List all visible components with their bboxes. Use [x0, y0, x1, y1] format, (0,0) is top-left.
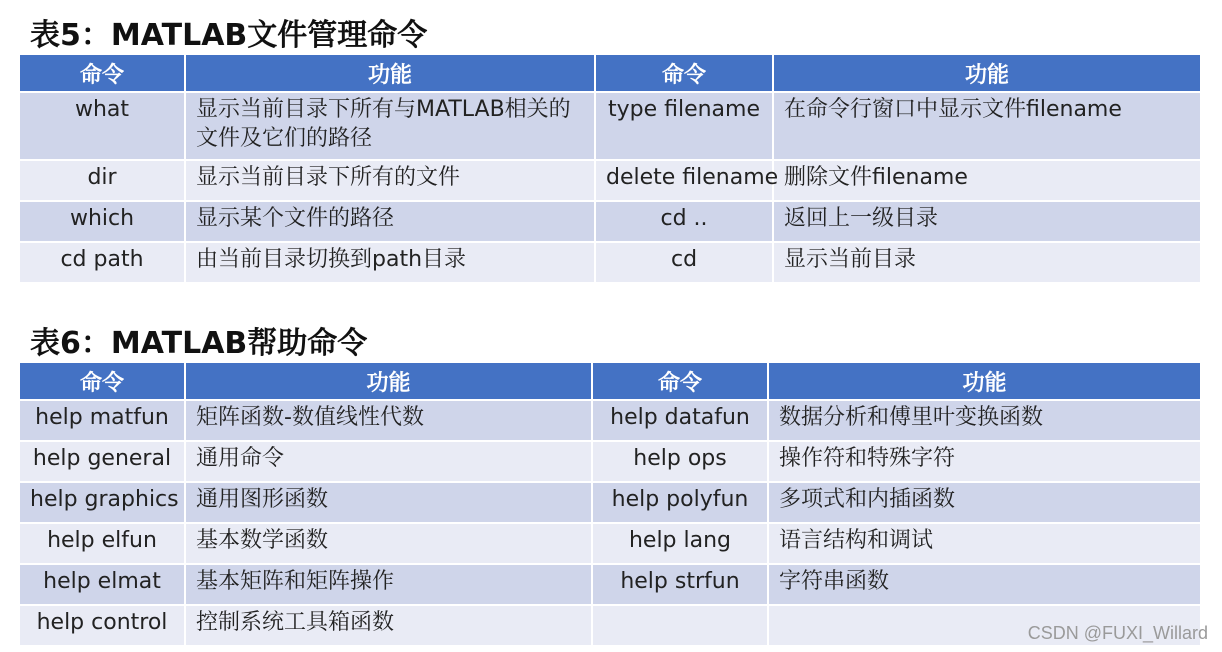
- function-cell: 由当前目录切换到path目录: [186, 243, 596, 284]
- header-command: 命令: [593, 363, 769, 401]
- command-cell: help strfun: [593, 565, 769, 606]
- header-command: 命令: [596, 55, 774, 93]
- header-function: 功能: [769, 363, 1200, 401]
- command-cell: help lang: [593, 524, 769, 565]
- function-cell: 在命令行窗口中显示文件filename: [774, 93, 1200, 161]
- command-cell: help datafun: [593, 401, 769, 442]
- table5-title: 表5：MATLAB文件管理命令: [30, 18, 428, 53]
- header-function: 功能: [186, 55, 596, 93]
- function-cell: 基本数学函数: [186, 524, 593, 565]
- function-cell: 显示当前目录下所有与MATLAB相关的文件及它们的路径: [186, 93, 596, 161]
- csdn-watermark: CSDN @FUXI_Willard: [1027, 623, 1208, 643]
- function-cell: 多项式和内插函数: [769, 483, 1200, 524]
- table-header-row: [20, 363, 1200, 401]
- command-cell: [593, 606, 769, 647]
- header-function: 功能: [186, 363, 593, 401]
- function-cell: 控制系统工具箱函数: [186, 606, 593, 647]
- function-cell: 基本矩阵和矩阵操作: [186, 565, 593, 606]
- command-cell: cd: [596, 243, 774, 284]
- command-cell: dir: [20, 161, 186, 202]
- file-management-table: [20, 55, 1200, 284]
- function-cell: 显示某个文件的路径: [186, 202, 596, 243]
- function-cell: 字符串函数: [769, 565, 1200, 606]
- command-cell: help general: [20, 442, 186, 483]
- command-cell: cd path: [20, 243, 186, 284]
- command-cell: help ops: [593, 442, 769, 483]
- command-cell: cd ..: [596, 202, 774, 243]
- table-row: [20, 565, 1200, 606]
- function-cell: 返回上一级目录: [774, 202, 1200, 243]
- table-row: [20, 243, 1200, 284]
- command-cell: help control: [20, 606, 186, 647]
- function-cell: 通用图形函数: [186, 483, 593, 524]
- function-cell: 数据分析和傅里叶变换函数: [769, 401, 1200, 442]
- table-row: [20, 442, 1200, 483]
- command-cell: delete filename: [596, 161, 774, 202]
- table-row: [20, 524, 1200, 565]
- function-cell: 显示当前目录下所有的文件: [186, 161, 596, 202]
- function-cell: 通用命令: [186, 442, 593, 483]
- table6-title: 表6：MATLAB帮助命令: [30, 326, 368, 361]
- header-command: 命令: [20, 55, 186, 93]
- table-header-row: [20, 55, 1200, 93]
- command-cell: help elfun: [20, 524, 186, 565]
- command-cell: what: [20, 93, 186, 161]
- table-row: [20, 202, 1200, 243]
- table-row: [20, 93, 1200, 161]
- table-row: [20, 483, 1200, 524]
- table-row: [20, 401, 1200, 442]
- command-cell: help elmat: [20, 565, 186, 606]
- command-cell: help matfun: [20, 401, 186, 442]
- header-command: 命令: [20, 363, 186, 401]
- command-cell: type filename: [596, 93, 774, 161]
- function-cell: 显示当前目录: [774, 243, 1200, 284]
- command-cell: which: [20, 202, 186, 243]
- header-function: 功能: [774, 55, 1200, 93]
- table-row: [20, 161, 1200, 202]
- command-cell: help polyfun: [593, 483, 769, 524]
- command-cell: help graphics: [20, 483, 186, 524]
- function-cell: 语言结构和调试: [769, 524, 1200, 565]
- help-commands-table: [20, 363, 1200, 647]
- function-cell: 操作符和特殊字符: [769, 442, 1200, 483]
- function-cell: 矩阵函数-数值线性代数: [186, 401, 593, 442]
- function-cell: 删除文件filename: [774, 161, 1200, 202]
- table-row: [20, 606, 1200, 647]
